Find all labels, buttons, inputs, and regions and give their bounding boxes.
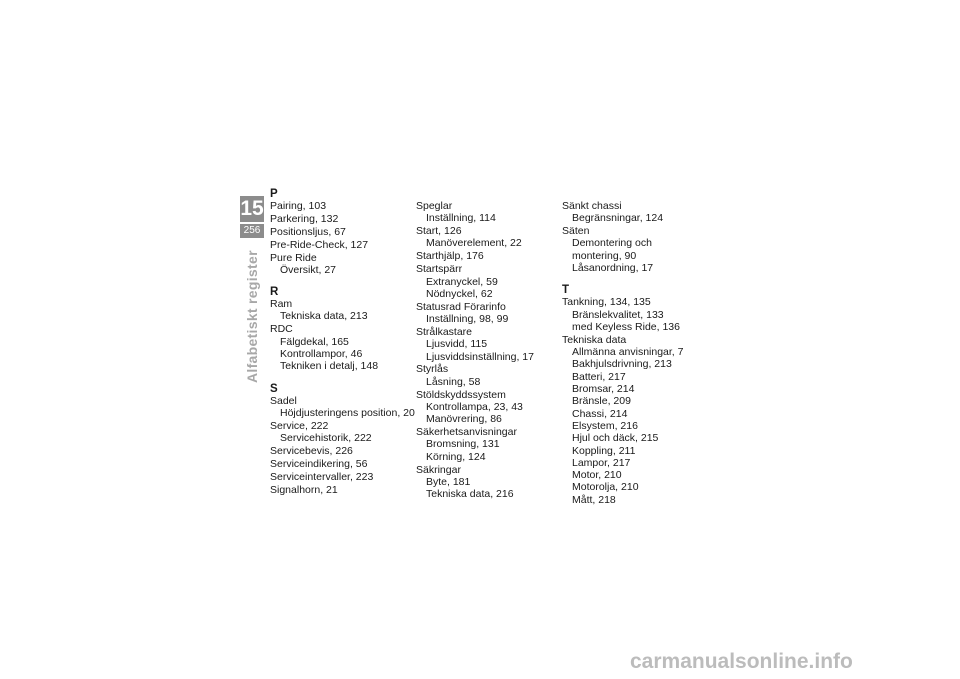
index-subentry: Begränsningar, 124	[572, 212, 664, 225]
index-entry	[270, 458, 415, 470]
index-subentry: Mått, 218	[572, 493, 616, 506]
index-term: Säkerhetsanvisningar	[416, 426, 517, 439]
index-entry	[562, 200, 707, 225]
index-term: Starthjälp, 176	[416, 250, 484, 263]
index-term: Parkering, 132	[270, 212, 339, 225]
index-entry	[270, 420, 415, 445]
index-letter-heading: R	[270, 286, 279, 299]
index-entry	[562, 296, 707, 333]
index-term: Strålkastare	[416, 325, 473, 338]
index-entry	[270, 445, 415, 457]
index-term: Sadel	[270, 394, 297, 407]
index-term: Positionsljus, 67	[270, 225, 346, 238]
index-subentry: Kontrollampa, 23, 43	[426, 400, 523, 413]
index-term: Sänkt chassi	[562, 200, 622, 212]
index-subentry: Bränslekvalitet, 133	[572, 308, 664, 321]
index-entry	[270, 298, 415, 323]
index-subentry: Ljusviddsinställning, 17	[426, 350, 534, 363]
index-term: Start, 126	[416, 225, 462, 238]
index-entry	[270, 484, 415, 496]
index-entry	[270, 213, 415, 225]
index-entry	[416, 426, 561, 463]
index-entry	[416, 225, 561, 250]
index-entry	[270, 200, 415, 212]
index-term: Statusrad Förarinfo	[416, 300, 506, 313]
index-letter-heading: P	[270, 188, 278, 200]
index-subentry: Höjdjusteringens position, 20	[280, 406, 415, 419]
index-subentry: montering, 90	[572, 249, 637, 262]
index-entry	[270, 239, 415, 251]
index-term: Säkringar	[416, 463, 461, 476]
index-subentry: Allmänna anvisningar, 7	[572, 346, 684, 359]
index-letter-heading: S	[270, 382, 278, 395]
index-term: Styrlås	[416, 363, 449, 376]
index-subentry: Nödnyckel, 62	[426, 287, 493, 300]
index-term: Tankning, 134, 135	[562, 296, 651, 309]
index-entry	[270, 471, 415, 483]
index-subentry: Motor, 210	[572, 469, 622, 482]
index-entry	[416, 200, 561, 225]
index-column-1	[270, 188, 415, 496]
chapter-tab-divider	[240, 222, 264, 224]
index-subentry: Inställning, 98, 99	[426, 313, 509, 326]
index-subentry: Bränsle, 209	[572, 395, 631, 408]
index-entry	[416, 363, 561, 388]
index-subentry: Chassi, 214	[572, 407, 628, 420]
index-term: Startspärr	[416, 263, 463, 276]
index-subentry: Kontrollampor, 46	[280, 347, 363, 360]
index-letter-heading: T	[562, 284, 570, 297]
index-subentry: Elsystem, 216	[572, 419, 638, 432]
index-subentry: Fälgdekal, 165	[280, 335, 349, 348]
index-subentry: Översikt, 27	[280, 263, 337, 276]
index-subentry: Tekniska data, 213	[280, 310, 368, 323]
index-subentry: Manövrering, 86	[426, 413, 502, 426]
index-term: Pairing, 103	[270, 200, 327, 212]
index-entry	[270, 252, 415, 277]
index-entry	[416, 326, 561, 363]
index-subentry: Ljusvidd, 115	[426, 338, 488, 351]
index-term: Speglar	[416, 200, 453, 212]
index-term: Servicebevis, 226	[270, 444, 353, 457]
index-entry	[562, 334, 707, 506]
index-subentry: Låsning, 58	[426, 375, 481, 388]
index-subentry: Bakhjulsdrivning, 213	[572, 358, 672, 371]
index-entry	[416, 250, 561, 262]
index-subentry: Batteri, 217	[572, 370, 626, 383]
index-term: Serviceindikering, 56	[270, 457, 368, 470]
index-subentry: Manöverelement, 22	[426, 237, 522, 250]
index-term: Säten	[562, 225, 590, 238]
index-subentry: Extranyckel, 59	[426, 275, 498, 288]
chapter-title: Alfabetiskt register	[244, 250, 260, 383]
index-subentry: Byte, 181	[426, 475, 471, 488]
index-term: Ram	[270, 298, 293, 311]
index-subentry: Inställning, 114	[426, 212, 496, 225]
index-subentry: Lampor, 217	[572, 456, 631, 469]
index-term: Stöldskyddssystem	[416, 388, 506, 401]
index-subentry: Bromsar, 214	[572, 383, 635, 396]
index-term: Serviceintervaller, 223	[270, 470, 374, 483]
index-subentry: med Keyless Ride, 136	[572, 320, 680, 333]
index-entry	[562, 225, 707, 274]
index-subentry: Motorolja, 210	[572, 481, 639, 494]
index-term: Signalhorn, 21	[270, 483, 338, 496]
index-subentry: Servicehistorik, 222	[280, 432, 372, 445]
index-term: Pre-Ride-Check, 127	[270, 238, 369, 251]
index-entry	[416, 301, 561, 326]
index-entry	[416, 263, 561, 300]
index-entry	[416, 464, 561, 501]
index-subentry: Koppling, 211	[572, 444, 636, 457]
chapter-number: 15	[240, 197, 264, 220]
index-term: Pure Ride	[270, 251, 317, 264]
index-subentry: Låsanordning, 17	[572, 262, 654, 275]
index-entry	[270, 323, 415, 372]
index-subentry: Tekniken i detalj, 148	[280, 360, 379, 373]
index-entry	[416, 389, 561, 426]
index-subentry: Bromsning, 131	[426, 438, 500, 451]
index-term: RDC	[270, 323, 293, 336]
page-number: 256	[243, 225, 261, 236]
index-entry	[270, 395, 415, 420]
index-subentry: Hjul och däck, 215	[572, 432, 659, 445]
index-subentry: Körning, 124	[426, 450, 486, 463]
index-term: Tekniska data	[562, 333, 627, 346]
index-term: Service, 222	[270, 419, 329, 432]
index-entry	[270, 226, 415, 238]
index-subentry: Demontering och	[572, 237, 652, 250]
watermark: carmanualsonline.info	[630, 650, 853, 673]
index-subentry: Tekniska data, 216	[426, 488, 514, 501]
index-column-3	[562, 200, 707, 507]
index-column-2	[416, 200, 561, 501]
